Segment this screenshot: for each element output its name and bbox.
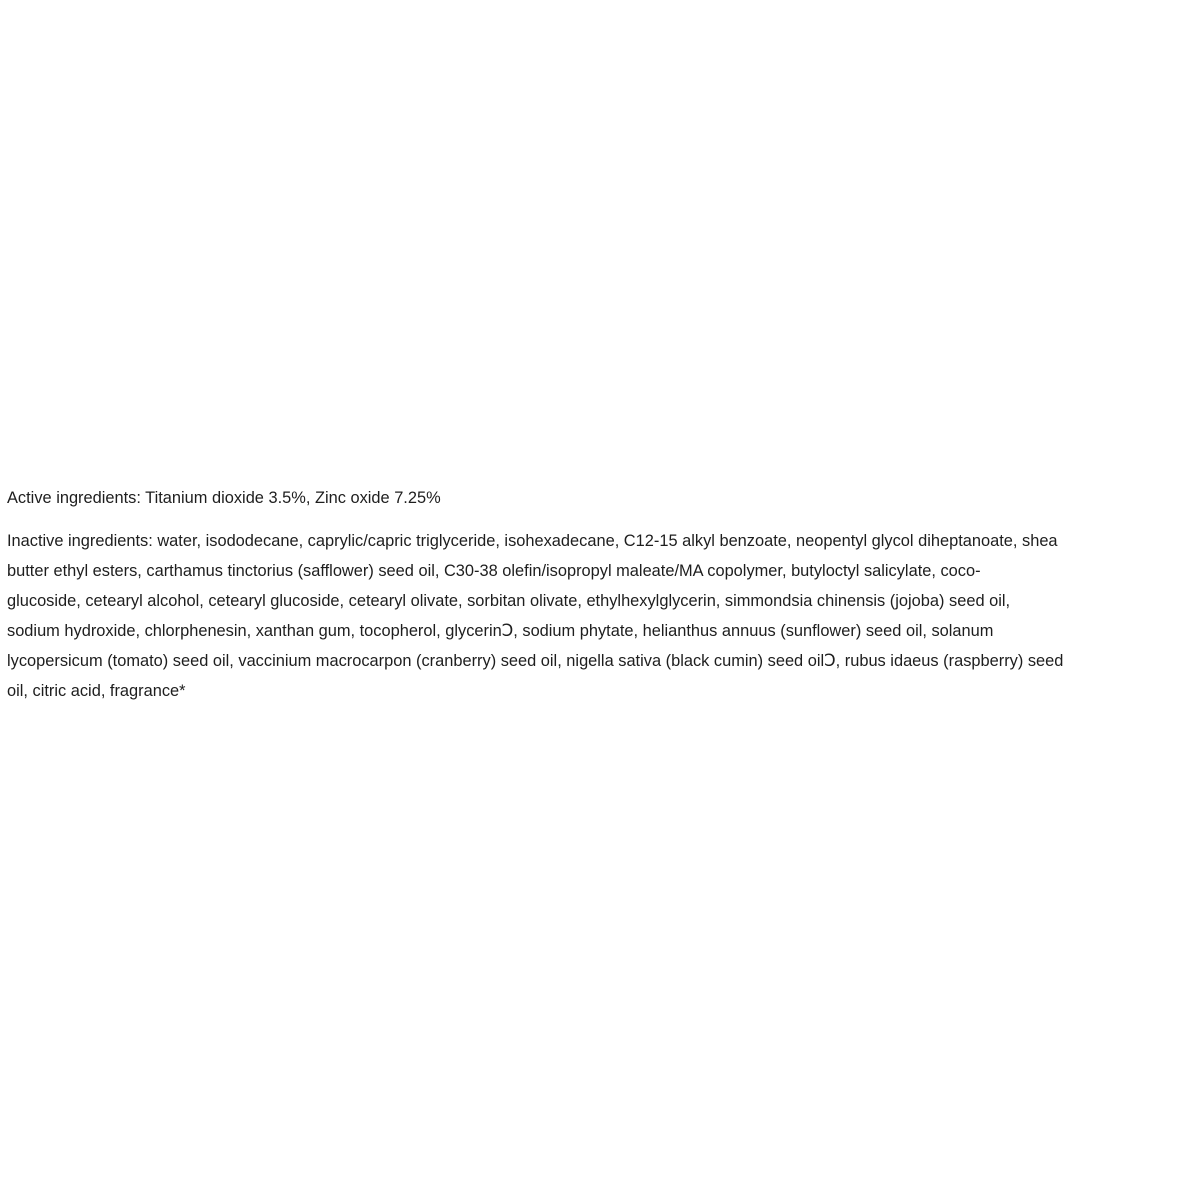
active-ingredients-line: Active ingredients: Titanium dioxide 3.5%, Zinc oxide 7.25% [7,489,441,507]
inactive-ingredients-line-5: lycopersicum (tomato) seed oil, vaccinium macrocarpon (cranberry) seed oil, nigella sativa (black cumin) seed oilↃ, rubus idaeus (raspberry) seed [7,652,1064,670]
inactive-ingredients-line-4: sodium hydroxide, chlorphenesin, xanthan gum, tocopherol, glycerinↃ, sodium phytate, helianthus annuus (sunflower) seed oil, solanum [7,622,994,640]
inactive-ingredients-text [7,526,1195,706]
ingredients-block [7,483,1195,706]
inactive-ingredients-line-3: glucoside, cetearyl alcohol, cetearyl glucoside, cetearyl olivate, sorbitan olivate, ethylhexylglycerin, simmondsia chinensis (jojoba) seed oil, [7,592,1011,610]
active-ingredients-text [7,483,1195,513]
inactive-ingredients-line-6: oil, citric acid, fragrance* [7,682,186,700]
inactive-ingredients-line-1: Inactive ingredients: water, isododecane, caprylic/capric triglyceride, isohexadecane, C12-15 alkyl benzoate, neopentyl glycol diheptanoate, shea [7,532,1058,550]
inactive-ingredients-line-2: butter ethyl esters, carthamus tinctorius (safflower) seed oil, C30-38 olefin/isopropyl maleate/MA copolymer, butyloctyl salicylate, coco- [7,562,981,580]
